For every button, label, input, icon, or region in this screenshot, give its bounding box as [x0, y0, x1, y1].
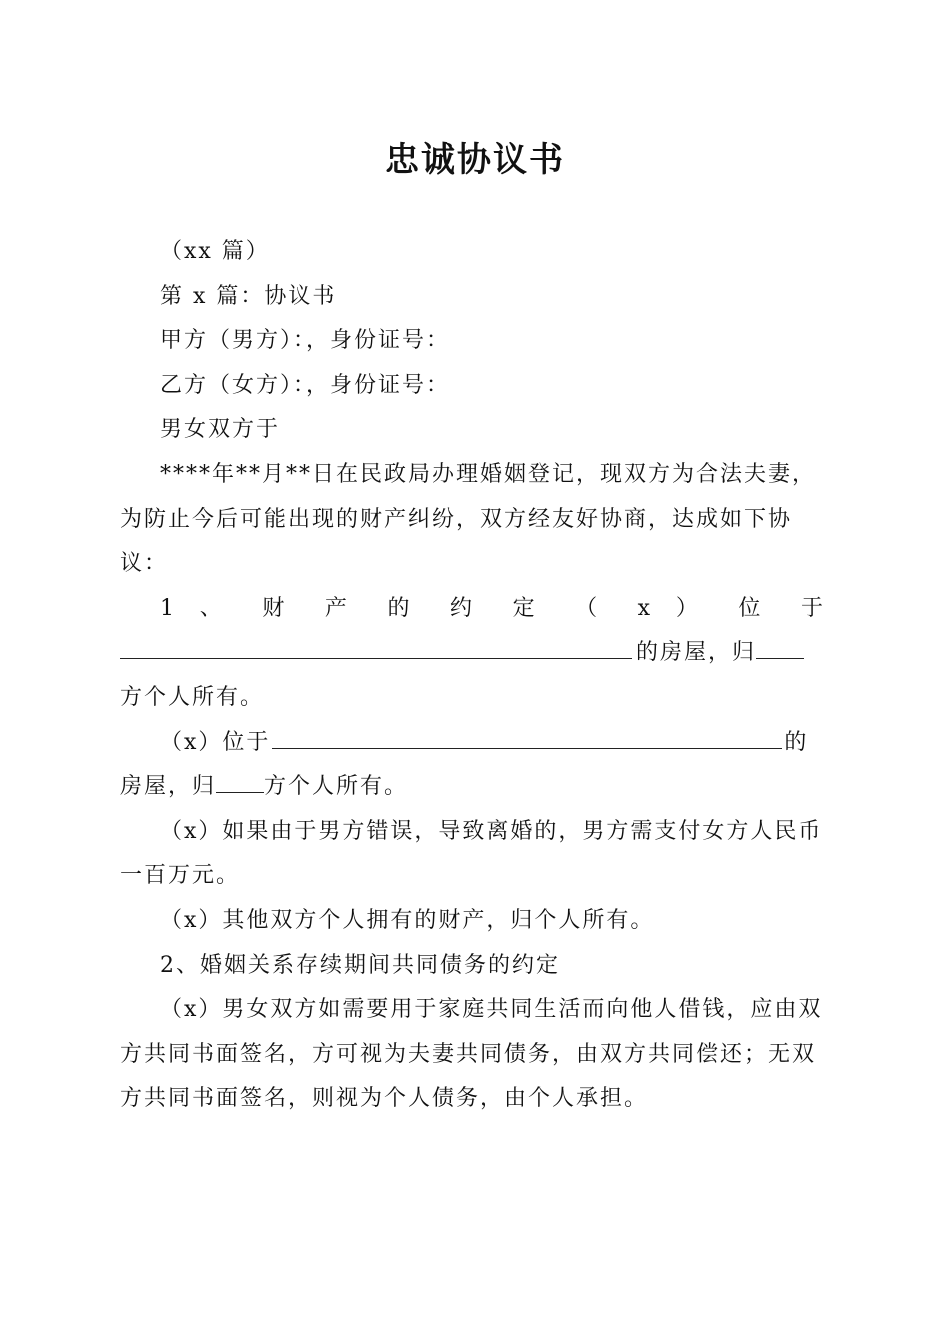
chapter-heading: 第 x 篇：协议书 — [160, 283, 337, 309]
party-a-line: 甲方（男方）：，身份证号： — [160, 328, 451, 354]
section-1-heading: 1 、 财 产 的 约 定 （ x ） 位 于 — [160, 595, 825, 621]
address-blank — [120, 638, 632, 659]
house-2-tail2: 方个人所有。 — [264, 774, 409, 800]
house-2-owner-line — [120, 765, 825, 810]
section-1-tail: 的房屋，归 — [636, 640, 757, 666]
section-1-end: 方个人所有。 — [120, 684, 265, 710]
document-body — [120, 230, 825, 1122]
owner-blank-2 — [216, 772, 264, 793]
intro-paragraph: ****年**月**日在民政局办理婚姻登记，现双方为合法夫妻，为防止今后可能出现的财产纠纷，双方经友好协商，达成如下协议： — [120, 461, 817, 577]
owner-blank — [756, 638, 804, 659]
intro-head: 男女双方于 — [160, 417, 281, 443]
party-b-line: 乙方（女方）：，身份证号： — [160, 372, 451, 398]
house-2-head: （x）位于 — [160, 729, 271, 755]
edition-note: （xx 篇） — [160, 239, 270, 264]
debt-clause: （x）男女双方如需要用于家庭共同生活而向他人借钱，应由双方共同书面签名，方可视为夫妻共同债务，由双方共同偿还；无双方共同书面签名，则视为个人债务，由个人承担。 — [120, 997, 823, 1112]
house-2-mid: 的 — [784, 729, 809, 755]
section-1-house-line — [120, 631, 825, 676]
address-blank-2 — [272, 728, 782, 749]
other-property-clause: （x）其他双方个人拥有的财产，归个人所有。 — [160, 907, 655, 933]
fault-clause: （x）如果由于男方错误，导致离婚的，男方需支付女方人民币一百万元。 — [120, 818, 823, 889]
section-2-heading: 2、婚姻关系存续期间共同债务的约定 — [160, 952, 560, 978]
document-title: 忠诚协议书 — [385, 140, 565, 180]
house-2-tail1: 房屋，归 — [120, 774, 217, 800]
house-2-line — [120, 721, 825, 766]
